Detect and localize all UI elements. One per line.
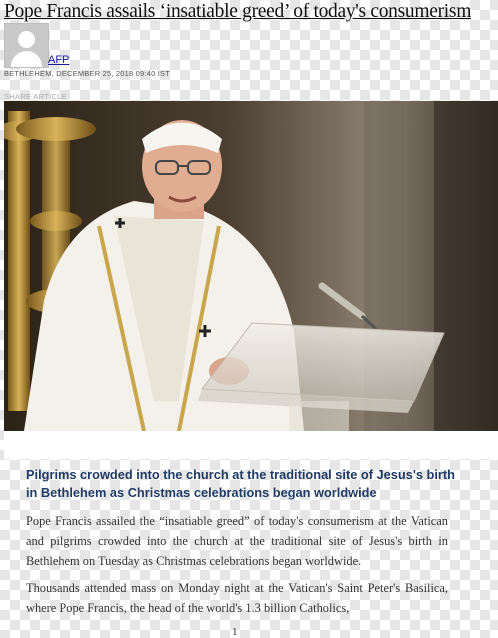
page-number: 1 — [232, 626, 238, 638]
article-paragraph-2: Thousands attended mass on Monday night at the Vatican's Saint Peter's Basilica, where Pope Francis, the head of the world's 1.3 billion Catholics, — [26, 581, 448, 615]
share-article-label[interactable]: SHARE ARTICLE — [4, 92, 67, 101]
photo-caption-area — [4, 431, 498, 459]
avatar-body — [11, 51, 42, 68]
pope-photo-illustration — [4, 101, 498, 431]
author-link[interactable]: AFP — [48, 54, 70, 66]
avatar-head — [18, 31, 35, 48]
article-dateline: BETHLEHEM, DECEMBER 25, 2018 09:40 IST — [4, 69, 170, 78]
article-paragraph-1: Pope Francis assailed the “insatiable greed” of today's consumerism at the Vatican and pilgrims crowded into the church at the traditional site of Jesus's birth in Bethlehem on Tuesday as Christmas celebrations began worldwide. — [26, 514, 448, 568]
article-photo — [4, 101, 498, 431]
article-headline[interactable]: Pope Francis assails ‘insatiable greed’ of today's consumerism — [4, 1, 472, 22]
article-subheading: Pilgrims crowded into the church at the traditional site of Jesus's birth in Bethlehem as Christmas celebrations began worldwide — [26, 467, 455, 500]
author-avatar-icon — [4, 23, 49, 68]
